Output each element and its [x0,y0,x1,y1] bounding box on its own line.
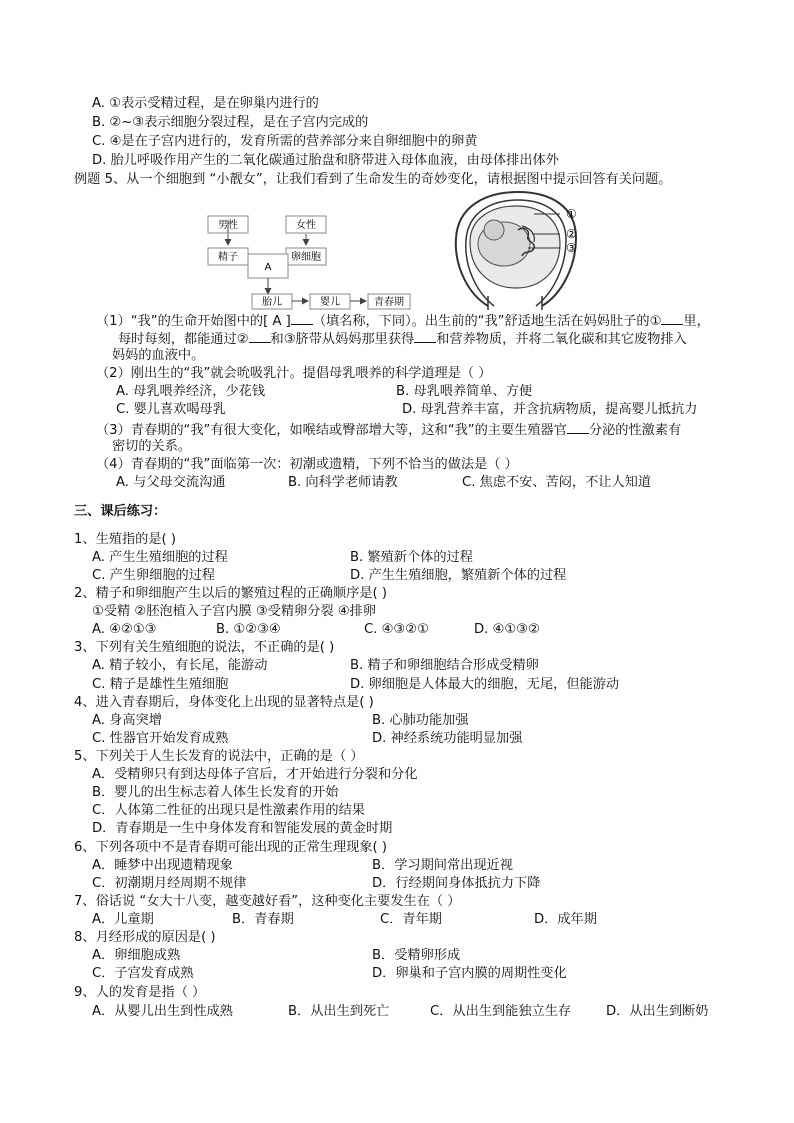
ex5-q2: （2）刚出生的“我”就会吮吸乳汁。提倡母乳喂养的科学道理是（ ） [96,366,492,381]
hw-q8-option-a: A．卵细胞成熟 [92,948,181,963]
ex5-q1-line2-e: 脐带从妈妈那里获得 [295,332,415,347]
ex5-q2-option-a: A. 母乳喂养经济，少花钱 [116,384,266,399]
zygote-label: A [264,262,272,273]
ex5-q1-part-c: ① [649,314,662,329]
ex5-q3-part-a: （3）青春期的“我”有很大变化，如喉结或臀部增大等，这和“我”的主要生殖器官 [96,423,567,438]
ex5-intro: 例题 5、从一个细胞到 “小靓女”，让我们看到了生命发生的奇妙变化，请根据图中提示回答有关问题。 [74,172,672,187]
hw-q9-option-a: A．从婴儿出生到性成熟 [92,1004,233,1019]
puberty-label: 青春期 [374,297,404,308]
ex5-q1-blank-1[interactable] [291,312,313,325]
hw-q1-option-a: A. 产生生殖细胞的过程 [92,550,228,565]
ex4-option-c: C. ④是在子宫内进行的，发育所需的营养部分来自卵细胞中的卵黄 [92,134,478,149]
hw-q2-option-d: D. ④①③② [474,622,540,637]
ex5-q1-line1 [96,312,710,330]
hw-q2-option-a: A. ④②①③ [92,622,157,637]
hw-q3-option-b: B. 精子和卵细胞结合形成受精卵 [350,658,539,673]
ex5-q1-blank-4[interactable] [414,330,436,343]
ex5-q1-line2-a: 每时每刻，都能通过 [118,332,237,347]
hw-q6-option-b: B．学习期间常出现近视 [372,858,513,873]
sperm-label: 精子 [218,252,238,263]
hw-q4-option-b: B. 心肺功能加强 [372,713,469,728]
hw-q6-option-d: D．行经期间身体抵抗力下降 [372,876,541,891]
ex4-option-d: D. 胎儿呼吸作用产生的二氧化碳通过胎盘和脐带进入母体血液，由母体排出体外 [92,153,559,168]
hw-q3-option-d: D. 卵细胞是人体最大的细胞，无尾，但能游动 [350,677,620,692]
hw-q6: 6、下列各项中不是青春期可能出现的正常生理现象( ) [74,840,387,855]
hw-q1-option-d: D. 产生生殖细胞，繁殖新个体的过程 [350,568,567,583]
hw-q3: 3、下列有关生殖细胞的说法，不正确的是( ) [74,640,335,655]
hw-q7-option-d: D．成年期 [534,912,597,927]
hw-q5-option-c: C．人体第二性征的出现只是性激素作用的结果 [92,803,365,818]
ex4-option-a: A. ①表示受精过程，是在卵巢内进行的 [92,96,319,111]
hw-q8: 8、月经形成的原因是( ) [74,930,216,945]
ex5-q1-line2 [118,330,687,348]
hw-q6-option-c: C．初潮期月经周期不规律 [92,876,247,891]
ex5-q3-part-b: 分泌的性激素有 [588,423,682,438]
hw-q7-option-b: B．青春期 [232,912,294,927]
ex5-q1-blank-3[interactable] [249,330,271,343]
hw-q5: 5、下列关于人生长发育的说法中，正确的是（ ） [74,749,364,764]
female-label: 女性 [296,220,316,231]
ex5-q4-option-c: C. 焦虑不安、苦闷，不让人知道 [462,475,652,490]
ex5-q1-part-a: （1）“我”的生命开始图中的[ A ] [96,314,291,329]
hw-q5-option-b: B．婴儿的出生标志着人体生长发育的开始 [92,785,339,800]
hw-q9-option-d: D．从出生到断奶 [606,1004,709,1019]
hw-q2-option-b: B. ①②③④ [216,622,281,637]
hw-q2-option-c: C. ④③②① [364,622,429,637]
hw-q8-option-d: D．卵巢和子宫内膜的周期性变化 [372,966,567,981]
hw-q6-option-a: A．睡梦中出现遗精现象 [92,858,233,873]
uterus-label-2: ② [566,227,577,241]
hw-q1: 1、生殖指的是( ) [74,532,176,547]
uterus-label-3: ③ [566,241,577,255]
hw-q5-option-a: A．受精卵只有到达母体子宫后，才开始进行分裂和分化 [92,767,418,782]
fetus-label: 胎儿 [262,297,282,308]
uterus-label-1: ① [566,207,577,221]
hw-q2-items: ①受精 ②胚泡植入子宫内膜 ③受精卵分裂 ④排卵 [92,604,377,619]
ex5-q1-part-b: （填名称，下同）。出生前的“我”舒适地生活在妈妈肚子的 [312,314,650,329]
hw-q4-option-d: D. 神经系统功能明显加强 [372,731,523,746]
hw-q3-option-a: A. 精子较小，有长尾，能游动 [92,658,268,673]
hw-q7: 7、俗话说 “女大十八变，越变越好看”，这种变化主要发生在（ ） [74,894,461,909]
ex5-q1-line3: 妈妈的血液中。 [112,348,205,363]
hw-q1-option-b: B. 繁殖新个体的过程 [350,550,473,565]
ex5-q3-line2: 密切的关系。 [112,439,192,454]
male-label: 男性 [218,220,238,231]
ex5-q1-part-d: 里， [683,314,710,329]
section3-title: 三、课后练习： [74,504,167,519]
ex5-q1-line2-b: ② [236,332,249,347]
ex5-q3-blank[interactable] [567,421,589,434]
ex4-option-b: B. ②~③表示细胞分裂过程，是在子宫内完成的 [92,115,369,130]
ex5-q1-line2-c: 和 [270,332,284,347]
hw-q9-option-b: B．从出生到死亡 [288,1004,390,1019]
ex5-q4-option-a: A. 与父母交流沟通 [116,475,226,490]
hw-q3-option-c: C. 精子是雄性生殖细胞 [92,677,229,692]
hw-q4-option-c: C. 性器官开始发育成熟 [92,731,229,746]
ex5-q2-option-b: B. 母乳喂养简单、方便 [396,384,533,399]
hw-q7-option-c: C．青年期 [380,912,442,927]
uterus-diagram [448,186,588,310]
ex5-q2-option-d: D. 母乳营养丰富，并含抗病物质，提高婴儿抵抗力 [402,402,698,417]
hw-q5-option-d: D．青春期是一生中身体发育和智能发展的黄金时期 [92,821,393,836]
egg-label: 卵细胞 [291,252,321,263]
hw-q8-option-b: B．受精卵形成 [372,948,461,963]
ex5-q1-line2-d: ③ [283,332,296,347]
hw-q4-option-a: A. 身高突增 [92,713,162,728]
hw-q2: 2、精子和卵细胞产生以后的繁殖过程的正确顺序是( ) [74,586,387,601]
life-flow-diagram [200,190,415,314]
hw-q4: 4、进入青春期后，身体变化上出现的显著特点是( ) [74,695,374,710]
ex5-q1-line2-f: 和营养物质，并将二氧化碳和其它废物排入 [436,332,687,347]
hw-q9: 9、人的发育是指（ ） [74,985,206,1000]
ex5-q3-line1 [96,421,681,439]
ex5-q1-blank-2[interactable] [661,312,683,325]
hw-q7-option-a: A．儿童期 [92,912,154,927]
hw-q1-option-c: C. 产生卵细胞的过程 [92,568,216,583]
hw-q9-option-c: C．从出生到能独立生存 [430,1004,572,1019]
ex5-q2-option-c: C. 婴儿喜欢喝母乳 [116,402,226,417]
ex5-q4: （4）青春期的“我”面临第一次：初潮或遗精，下列不恰当的做法是（ ） [96,457,518,472]
infant-label: 婴儿 [320,297,340,308]
hw-q8-option-c: C．子宫发育成熟 [92,966,194,981]
ex5-q4-option-b: B. 向科学老师请教 [288,475,398,490]
